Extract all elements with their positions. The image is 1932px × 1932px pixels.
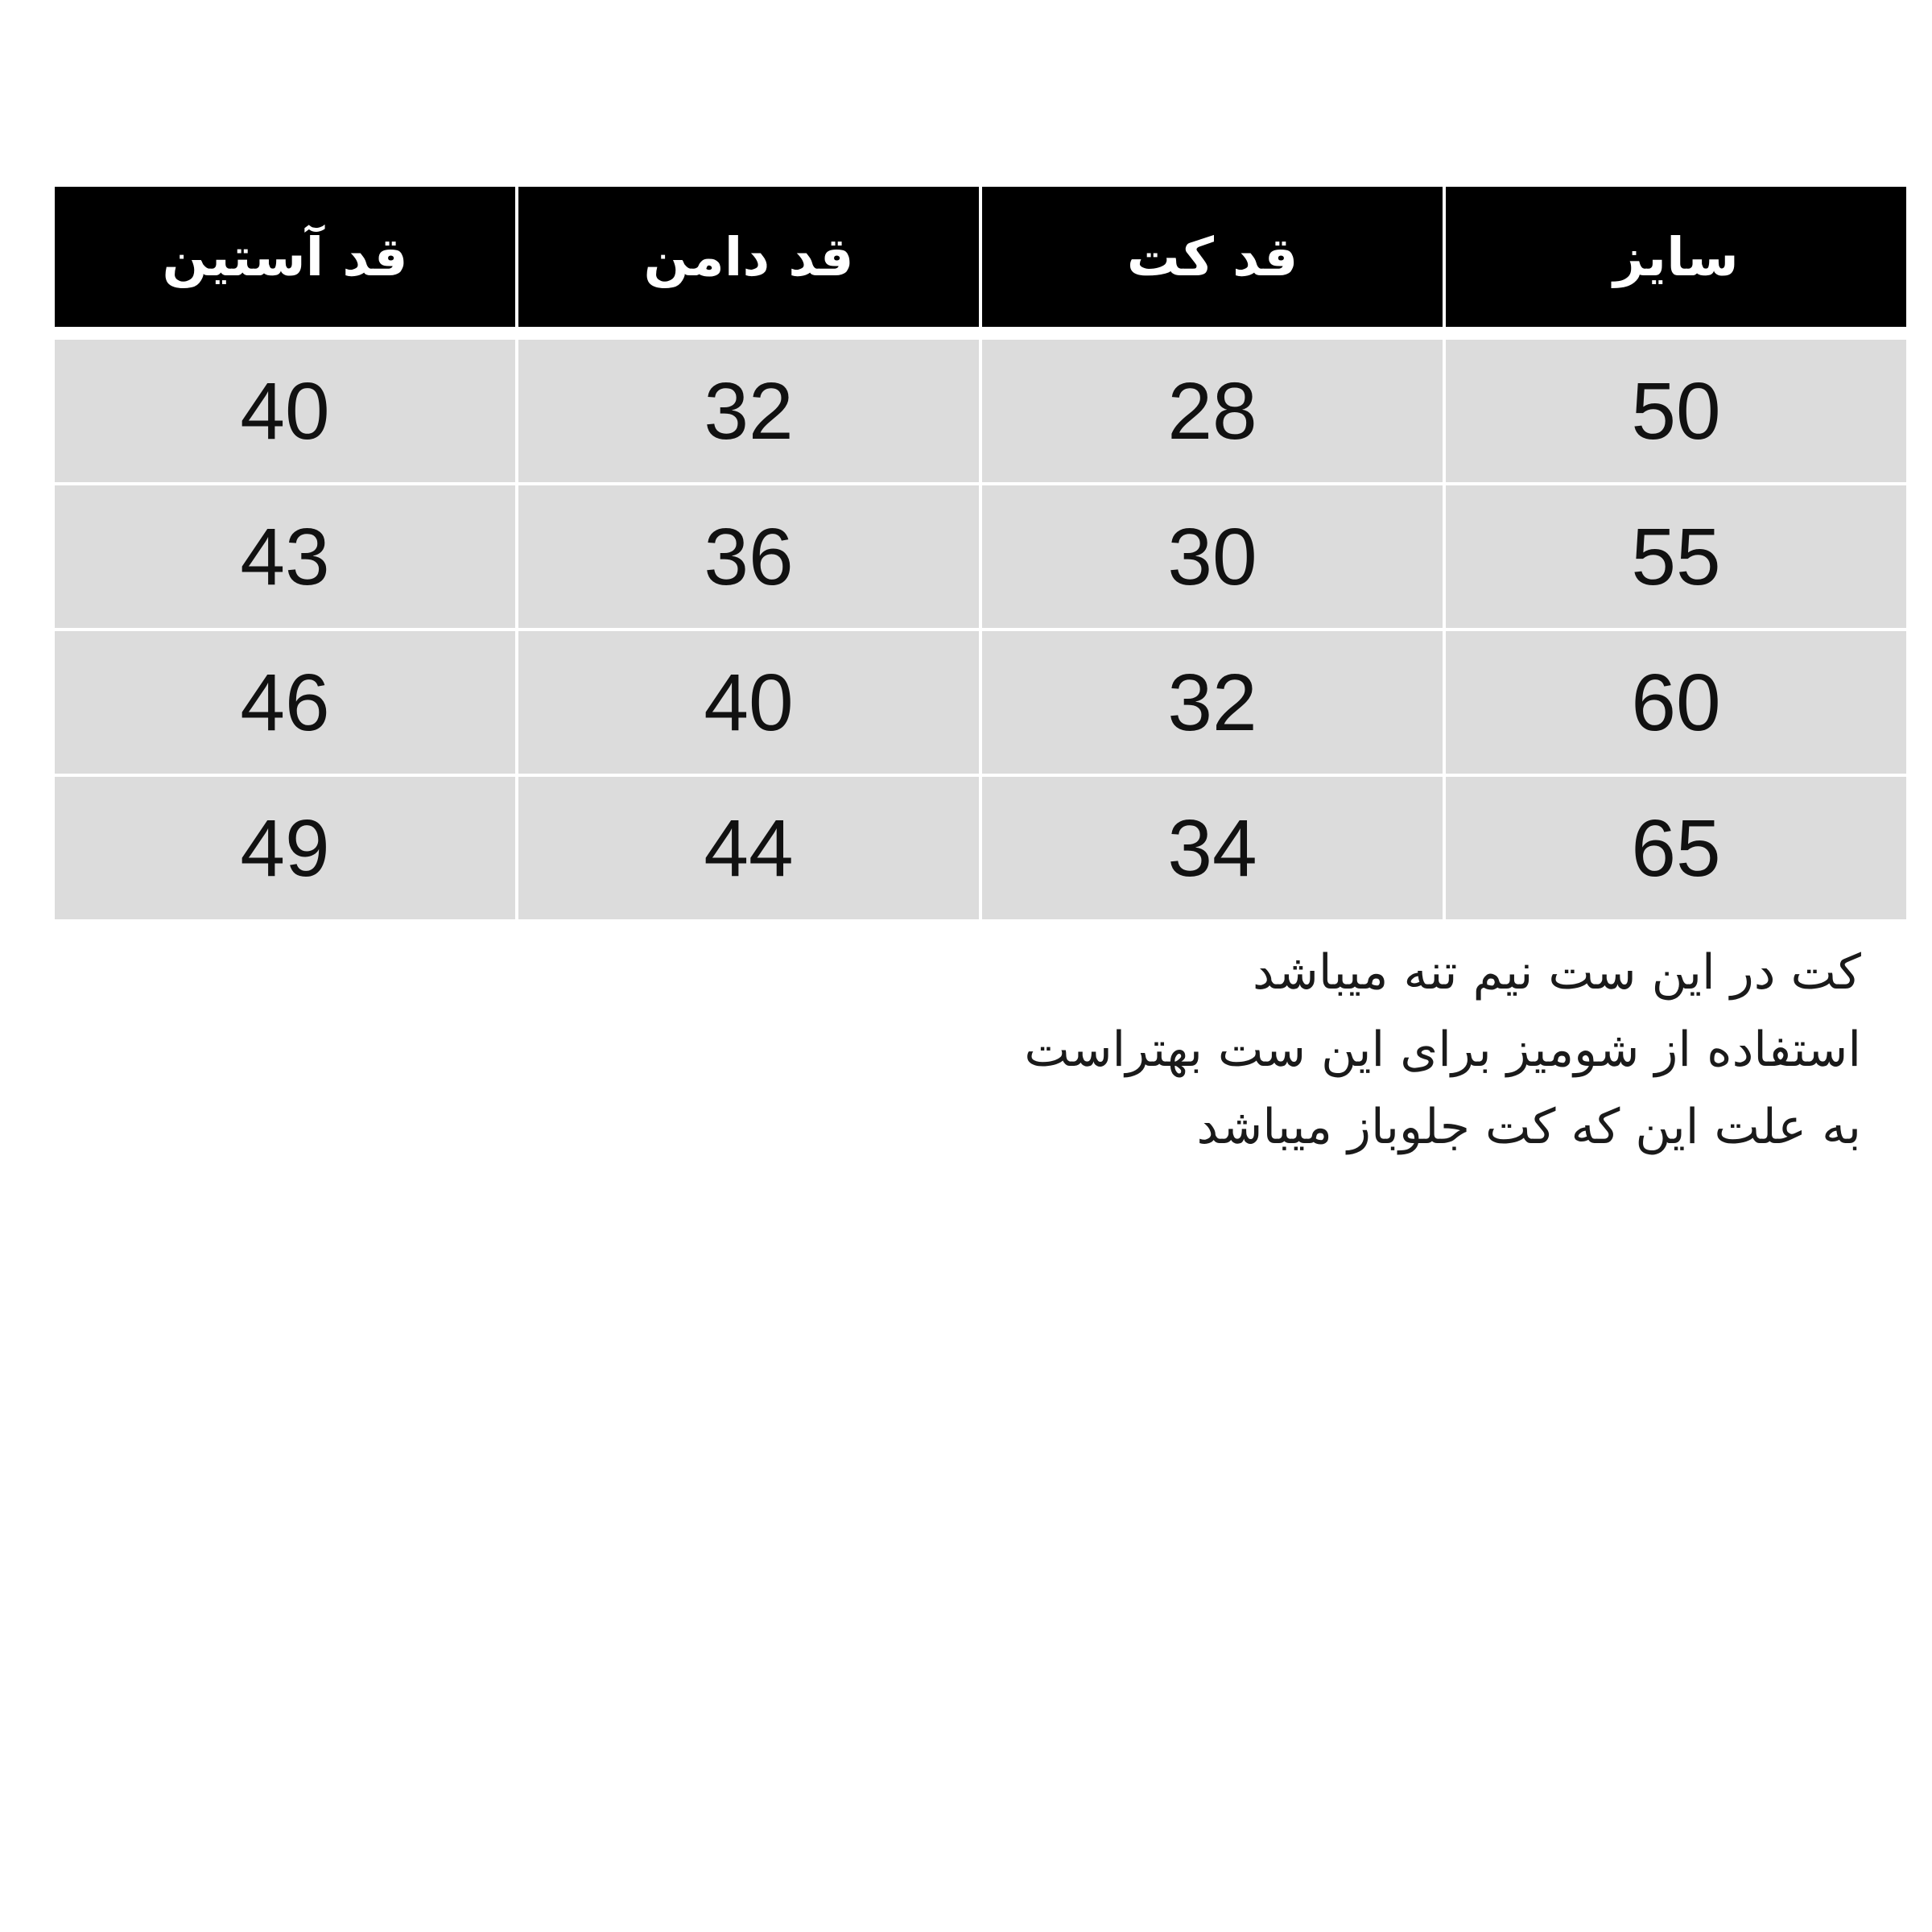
size-table <box>55 187 1906 919</box>
table-cell: 34 <box>982 777 1443 919</box>
header-divider <box>55 330 1906 336</box>
table-cell: 32 <box>518 340 979 482</box>
header-skirt-length: قد دامن <box>518 187 979 327</box>
note-line: استفاده از شومیز برای این ست بهتراست <box>1024 1022 1861 1078</box>
table-cell: 32 <box>982 631 1443 774</box>
note-line: کت در این ست نیم تنه میباشد <box>1253 944 1861 1001</box>
table-cell: 40 <box>518 631 979 774</box>
table-cell: 30 <box>982 485 1443 628</box>
notes <box>734 934 1861 1166</box>
table-cell: 43 <box>55 485 515 628</box>
table-cell: 40 <box>55 340 515 482</box>
table-cell: 49 <box>55 777 515 919</box>
header-jacket-length: قد کت <box>982 187 1443 327</box>
table-cell: 65 <box>1446 777 1906 919</box>
table-cell: 50 <box>1446 340 1906 482</box>
table-cell: 55 <box>1446 485 1906 628</box>
header-sleeve-length: قد آستین <box>55 187 515 327</box>
header-size: سایز <box>1446 187 1906 327</box>
table-cell: 44 <box>518 777 979 919</box>
table-cell: 60 <box>1446 631 1906 774</box>
note-line: به علت این که کت جلوباز میباشد <box>1196 1099 1861 1155</box>
table-cell: 46 <box>55 631 515 774</box>
table-cell: 36 <box>518 485 979 628</box>
table-cell: 28 <box>982 340 1443 482</box>
